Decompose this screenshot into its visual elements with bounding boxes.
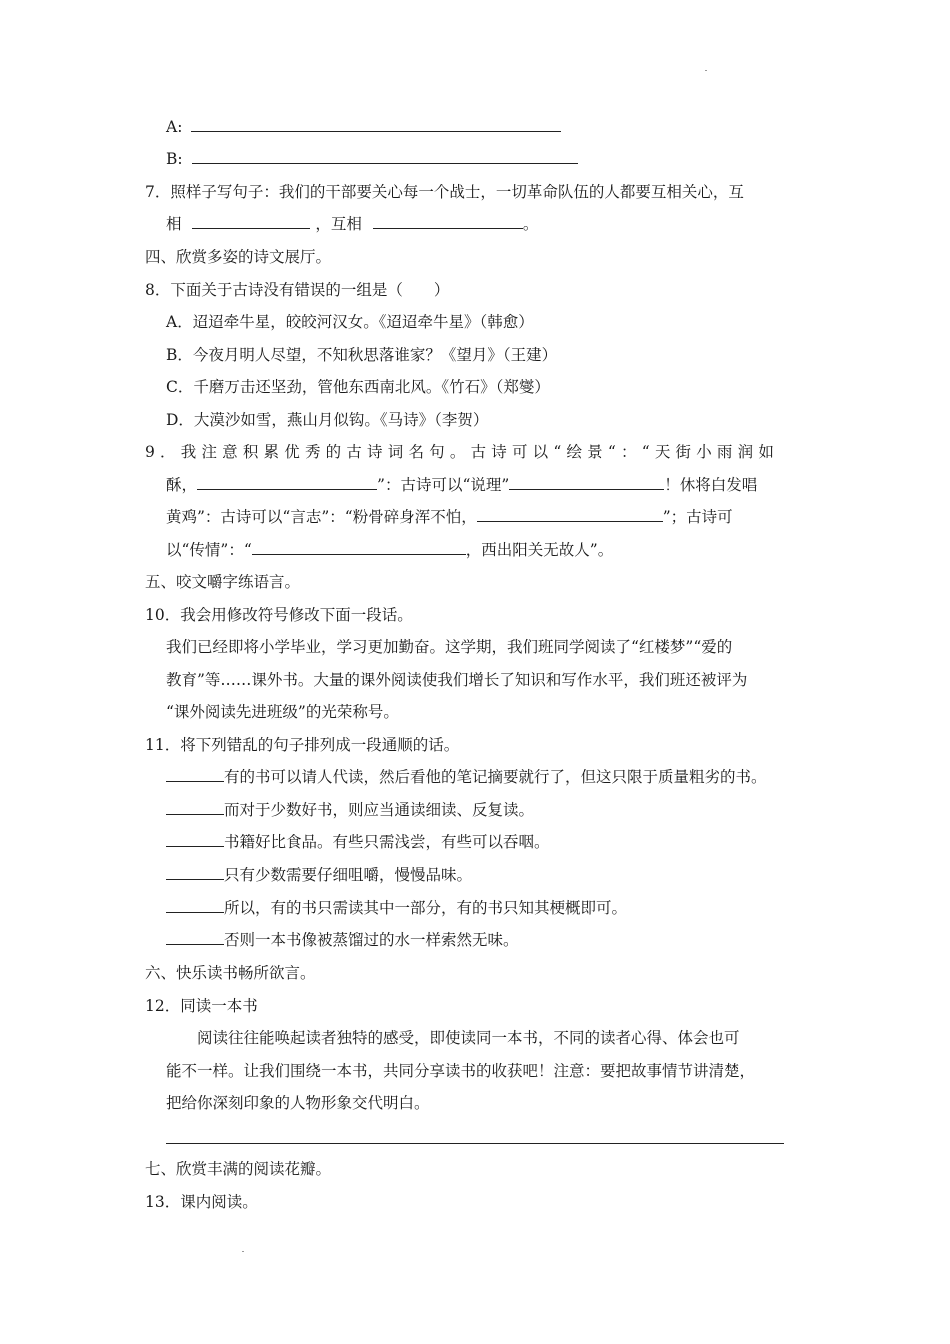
q9-blank-1[interactable] bbox=[197, 475, 377, 490]
section-4-heading: 四、欣赏多姿的诗文展厅。 bbox=[145, 248, 332, 266]
q11-item bbox=[166, 800, 534, 820]
q9-l4a: 以“传情”：“ bbox=[166, 541, 252, 559]
q10-stem: 10．我会用修改符号修改下面一段话。 bbox=[145, 606, 413, 624]
q7-mid: ，互相 bbox=[315, 215, 362, 233]
q11-item-text: 否则一本书像被蒸馏过的水一样索然无味。 bbox=[224, 931, 519, 949]
q12-writing-line[interactable] bbox=[166, 1143, 784, 1144]
q9-l4b: ，西出阳关无故人”。 bbox=[465, 541, 614, 559]
q11-item bbox=[166, 898, 627, 918]
q11-item-text: 所以，有的书只需读其中一部分，有的书只知其梗概即可。 bbox=[224, 899, 628, 917]
q8-option-b[interactable]: B．今夜月明人尽望，不知秋思落谁家？《望月》（王建） bbox=[166, 346, 558, 364]
q8-stem: 8．下面关于古诗没有错误的一组是（ ） bbox=[145, 281, 450, 299]
q12-prompt-line-3: 把给你深刻印象的人物形象交代明白。 bbox=[166, 1094, 430, 1112]
q9-line-2 bbox=[166, 475, 757, 495]
q8-option-c[interactable]: C．千磨万击还坚劲，管他东西南北风。《竹石》（郑燮） bbox=[166, 378, 550, 396]
q9-l3b: ”；古诗可 bbox=[662, 508, 733, 526]
q12-prompt-line-2: 能不一样。让我们围绕一本书，共同分享读书的收获吧！注意：要把故事情节讲清楚， bbox=[166, 1062, 756, 1080]
q12-prompt-line-1: 阅读往往能唤起读者独特的感受，即使读同一本书，不同的读者心得、体会也可 bbox=[197, 1029, 740, 1047]
q7-pre: 相 bbox=[166, 215, 182, 233]
q11-order-blank[interactable] bbox=[166, 800, 224, 815]
q9-l3a: 黄鸡”：古诗可以“言志”：“粉骨碎身浑不怕， bbox=[166, 508, 477, 526]
q9-line-3 bbox=[166, 507, 733, 527]
q7-fill-line bbox=[166, 214, 538, 234]
q7-stem: 7．照样子写句子：我们的干部要关心每一个战士，一切革命队伍的人都要互相关心，互 bbox=[145, 183, 744, 201]
q9-line-1: 9．我注意积累优秀的古诗词名句。古诗可以“绘景“：“天街小雨润如 bbox=[145, 443, 780, 461]
answer-a-blank[interactable] bbox=[191, 117, 561, 132]
answer-b-label: B: bbox=[166, 150, 183, 168]
q11-item-text: 而对于少数好书，则应当通读细读、反复读。 bbox=[224, 801, 535, 819]
section-7-heading: 七、欣赏丰满的阅读花瓣。 bbox=[145, 1160, 332, 1178]
answer-a-label: A: bbox=[166, 118, 183, 136]
q9-blank-2[interactable] bbox=[509, 475, 664, 490]
q9-blank-3[interactable] bbox=[477, 507, 663, 522]
q7-blank-2[interactable] bbox=[373, 214, 523, 229]
q11-item bbox=[166, 832, 550, 852]
q9-line-4 bbox=[166, 540, 613, 560]
q6-answer-b bbox=[166, 149, 578, 169]
q13-stem: 13．课内阅读。 bbox=[145, 1193, 258, 1211]
q10-paragraph-line-3: “课外阅读先进班级”的光荣称号。 bbox=[166, 703, 399, 721]
q9-l2a: 酥， bbox=[166, 476, 198, 494]
q12-stem: 12．同读一本书 bbox=[145, 997, 258, 1015]
q11-order-blank[interactable] bbox=[166, 898, 224, 913]
q11-item-text: 书籍好比食品。有些只需浅尝，有些可以吞咽。 bbox=[224, 833, 550, 851]
q9-l2b: ”：古诗可以“说理” bbox=[377, 476, 510, 494]
q11-order-blank[interactable] bbox=[166, 930, 224, 945]
answer-b-blank[interactable] bbox=[192, 149, 578, 164]
q9-blank-4[interactable] bbox=[252, 540, 466, 555]
q6-answer-a bbox=[166, 117, 561, 137]
q10-paragraph-line-1: 我们已经即将小学毕业，学习更加勤奋。这学期，我们班同学阅读了“红楼梦”“爱的 bbox=[166, 638, 733, 656]
q11-order-blank[interactable] bbox=[166, 767, 224, 782]
q9-l2c: ！休将白发唱 bbox=[664, 476, 758, 494]
q10-paragraph-line-2: 教育”等……课外书。大量的课外阅读使我们增长了知识和写作水平，我们班还被评为 bbox=[166, 671, 748, 689]
q11-order-blank[interactable] bbox=[166, 832, 224, 847]
q11-order-blank[interactable] bbox=[166, 865, 224, 880]
section-5-heading: 五、咬文嚼字练语言。 bbox=[145, 573, 301, 591]
q7-end: 。 bbox=[522, 215, 539, 233]
q11-item bbox=[166, 865, 472, 885]
q11-item-text: 有的书可以请人代读，然后看他的笔记摘要就行了，但这只限于质量粗劣的书。 bbox=[224, 768, 767, 786]
q8-option-a[interactable]: A．迢迢牵牛星，皎皎河汉女。《迢迢牵牛星》（韩愈） bbox=[166, 313, 534, 331]
q11-stem: 11．将下列错乱的句子排列成一段通顺的话。 bbox=[145, 736, 460, 754]
q11-item bbox=[166, 767, 767, 787]
q8-option-d[interactable]: D．大漠沙如雪，燕山月似钩。《马诗》（李贺） bbox=[166, 411, 489, 429]
section-6-heading: 六、快乐读书畅所欲言。 bbox=[145, 964, 316, 982]
q11-item bbox=[166, 930, 519, 950]
scan-speck bbox=[242, 1251, 244, 1252]
q11-item-text: 只有少数需要仔细咀嚼，慢慢品味。 bbox=[224, 866, 473, 884]
scan-speck bbox=[705, 70, 707, 71]
q7-blank-1[interactable] bbox=[192, 214, 310, 229]
